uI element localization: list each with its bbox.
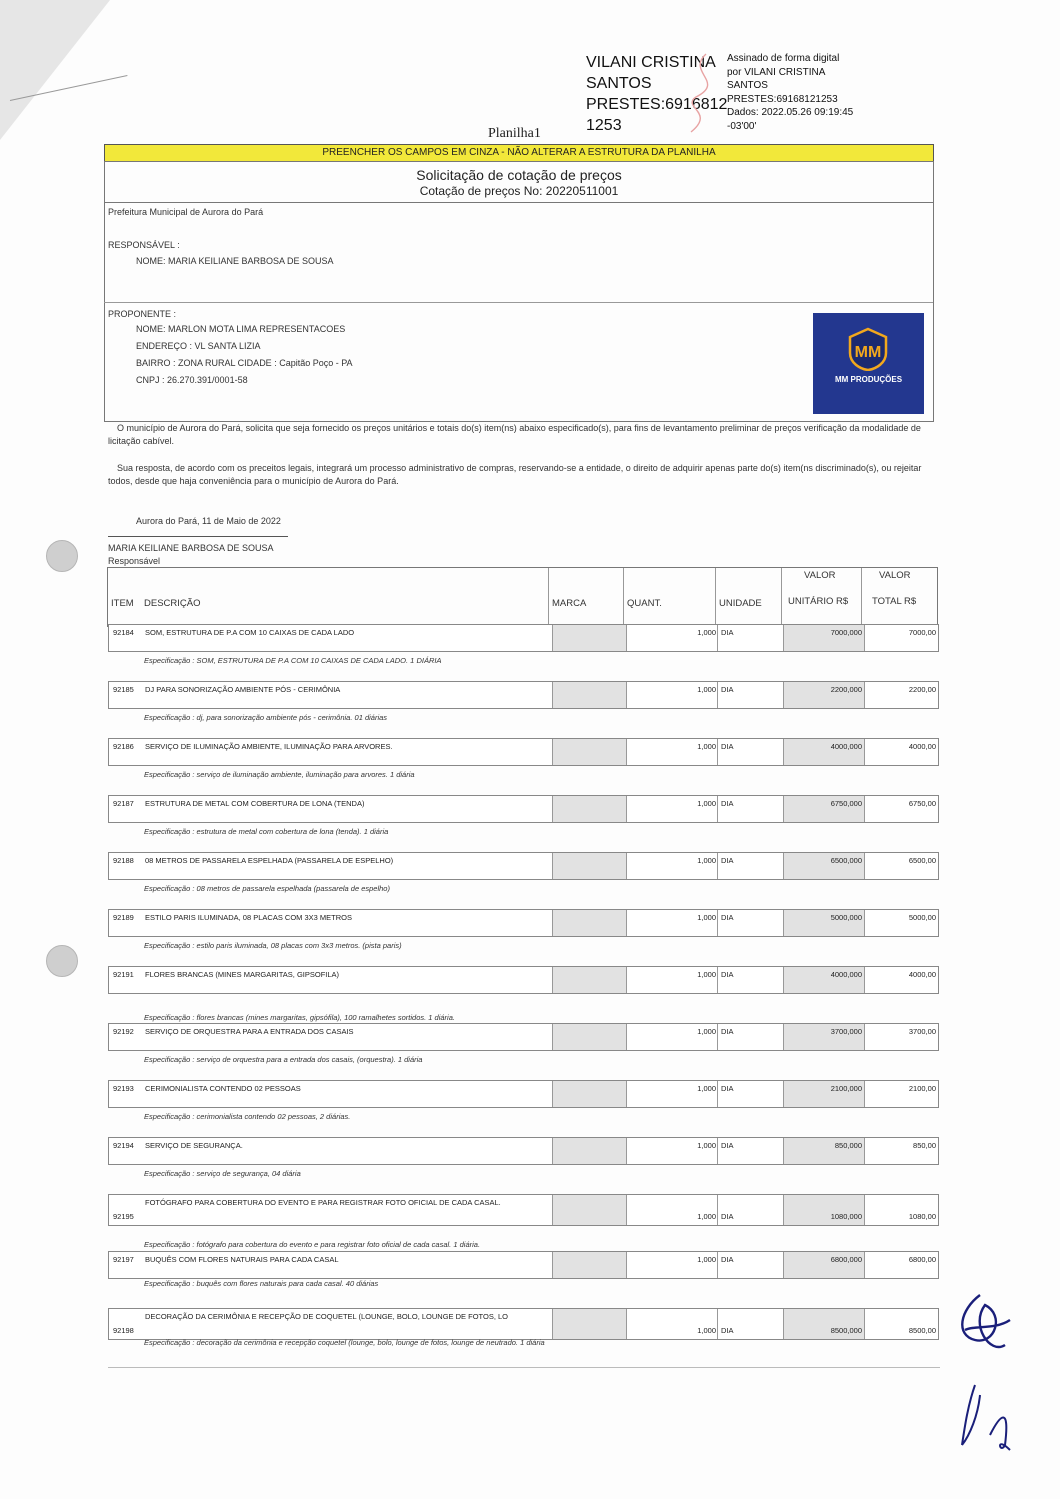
item-id: 92197 <box>113 1255 134 1264</box>
item-specification: Especificação : SOM, ESTRUTURA DE P.A COM 10 CAIXAS DE CADA LADO. 1 DIÁRIA <box>144 656 442 665</box>
marca-field[interactable] <box>552 625 627 651</box>
unit-price-field[interactable] <box>783 682 865 708</box>
quote-number: Cotação de preços No: 20220511001 <box>419 184 619 198</box>
item-specification: Especificação : 08 metros de passarela espelhada (passarela de espelho) <box>144 884 390 893</box>
col-unitario: UNITÁRIO R$ <box>788 596 849 607</box>
item-total: 3700,00 <box>908 1027 936 1036</box>
unit-price-field[interactable] <box>783 1024 865 1050</box>
item-quantity: 1,000 <box>697 685 716 694</box>
item-id: 92188 <box>113 856 134 865</box>
marca-field[interactable] <box>552 910 627 936</box>
item-description: 08 METROS DE PASSARELA ESPELHADA (PASSARELA DE ESPELHO) <box>145 856 394 865</box>
responsavel-label: RESPONSÁVEL : <box>108 240 180 250</box>
item-specification: Especificação : estilo paris iluminada, 08 placas com 3x3 metros. (pista paris) <box>144 941 402 950</box>
unit-price-field[interactable] <box>783 625 865 651</box>
table-row <box>108 795 939 823</box>
item-quantity: 1,000 <box>697 1084 716 1093</box>
item-unit: DIA <box>721 742 734 751</box>
divider <box>108 1367 940 1368</box>
table-row <box>108 1251 939 1279</box>
item-total: 2200,00 <box>908 685 936 694</box>
item-total: 1080,00 <box>908 1212 936 1221</box>
terms-paragraph: Sua resposta, de acordo com os preceitos legais, integrará um processo administrativo de compras, reservando-se a entidade, o direito de adquirir apenas parte do(s) item(ns discriminado(s), ou rejeitar todos, desde que haja conveniência para o município de Aurora do Pará. <box>108 463 922 486</box>
item-specification: Especificação : fotógrafo para cobertura do evento e para registrar foto oficial de cada casal. 1 diária. <box>144 1240 481 1249</box>
table-row <box>108 909 939 937</box>
item-unit: DIA <box>721 685 734 694</box>
item-quantity: 1,000 <box>697 742 716 751</box>
instruction-banner: PREENCHER OS CAMPOS EM CINZA - NÃO ALTERAR A ESTRUTURA DA PLANILHA <box>104 144 934 162</box>
item-total: 6500,00 <box>908 856 936 865</box>
punch-hole <box>46 540 78 572</box>
item-id: 92193 <box>113 1084 134 1093</box>
proponente-bairro: BAIRRO : ZONA RURAL CIDADE : Capitão Poço - PA <box>136 358 353 368</box>
unit-price: 8500,000 <box>830 1326 862 1335</box>
item-unit-cell <box>717 1252 784 1278</box>
svg-text:MM: MM <box>854 344 882 361</box>
item-description: BUQUÊS COM FLORES NATURAIS PARA CADA CASAL <box>145 1255 339 1264</box>
item-unit-cell <box>717 1309 784 1339</box>
marca-field[interactable] <box>552 1252 627 1278</box>
item-id: 92187 <box>113 799 134 808</box>
table-row <box>108 852 939 880</box>
marca-field[interactable] <box>552 739 627 765</box>
crest-icon <box>846 327 890 371</box>
item-unit-cell <box>717 796 784 822</box>
item-quantity: 1,000 <box>697 1326 716 1335</box>
proponente-cnpj: CNPJ : 26.270.391/0001-58 <box>136 375 248 385</box>
intro-paragraph: O município de Aurora do Pará, solicita que seja fornecido os preços unitários e totais do(s) item(ns) abaixo especificado(s), para fins de levantamento preliminar de preços verificação da modalidade de licitação cabível. <box>108 423 921 446</box>
marca-field[interactable] <box>552 1309 627 1339</box>
item-unit: DIA <box>721 970 734 979</box>
table-row <box>108 966 939 994</box>
item-specification: Especificação : serviço de segurança, 04 diária <box>144 1169 301 1178</box>
item-total: 850,00 <box>913 1141 936 1150</box>
col-total: TOTAL R$ <box>872 596 917 607</box>
unit-price: 6750,000 <box>830 799 862 808</box>
marca-field[interactable] <box>552 1195 627 1225</box>
col-marca: MARCA <box>552 598 587 609</box>
item-unit: DIA <box>721 1141 734 1150</box>
header-box <box>104 161 934 203</box>
marca-field[interactable] <box>552 1024 627 1050</box>
table-row <box>108 624 939 652</box>
item-total: 2100,00 <box>908 1084 936 1093</box>
marca-field[interactable] <box>552 967 627 993</box>
table-row <box>108 681 939 709</box>
col-valor-total: VALOR <box>879 570 911 581</box>
item-unit: DIA <box>721 856 734 865</box>
item-unit-cell <box>717 853 784 879</box>
table-row <box>108 738 939 766</box>
item-specification: Especificação : decoração da cerimônia e recepção coquetel (lounge, bolo, lounge de fotos, lounge de neutrado. 1 diária <box>144 1338 545 1347</box>
item-unit: DIA <box>721 1326 734 1335</box>
folded-corner <box>0 0 110 140</box>
col-descricao: DESCRIÇÃO <box>144 598 201 609</box>
proponente-endereco: ENDEREÇO : VL SANTA LIZIA <box>136 341 261 351</box>
unit-price: 7000,000 <box>830 628 862 637</box>
item-specification: Especificação : flores brancas (mines margaritas, gipsófila), 100 ramalhetes sortidos. 1 diária. <box>144 1013 455 1022</box>
item-unit-cell <box>717 1138 784 1164</box>
item-quantity: 1,000 <box>697 1141 716 1150</box>
item-quantity: 1,000 <box>697 1027 716 1036</box>
item-quantity: 1,000 <box>697 1255 716 1264</box>
unit-price-field[interactable] <box>783 1309 865 1339</box>
item-description: SERVIÇO DE ORQUESTRA PARA A ENTRADA DOS CASAIS <box>145 1027 354 1036</box>
signature-line <box>108 536 288 537</box>
unit-price: 2100,000 <box>830 1084 862 1093</box>
item-unit-cell <box>717 739 784 765</box>
marca-field[interactable] <box>552 1138 627 1164</box>
marca-field[interactable] <box>552 853 627 879</box>
unit-price: 4000,000 <box>830 970 862 979</box>
handwritten-signature-icon <box>950 1285 1020 1465</box>
unit-price-field[interactable] <box>783 739 865 765</box>
item-description: ESTILO PARIS ILUMINADA, 08 PLACAS COM 3X3 METROS <box>145 913 353 922</box>
item-total: 7000,00 <box>908 628 936 637</box>
item-unit: DIA <box>721 628 734 637</box>
item-id: 92194 <box>113 1141 134 1150</box>
logo-text: MM PRODUÇÕES <box>834 375 903 384</box>
item-unit-cell <box>717 967 784 993</box>
signatory-name: MARIA KEILIANE BARBOSA DE SOUSA <box>108 543 274 553</box>
proponente-nome: NOME: MARLON MOTA LIMA REPRESENTACOES <box>136 324 346 334</box>
proponente-label: PROPONENTE : <box>108 309 177 319</box>
item-specification: Especificação : dj, para sonorização ambiente pós - cerimônia. 01 diárias <box>144 713 388 722</box>
item-id: 92185 <box>113 685 134 694</box>
unit-price-field[interactable] <box>783 1138 865 1164</box>
item-quantity: 1,000 <box>697 799 716 808</box>
item-specification: Especificação : serviço de iluminação ambiente, iluminação para arvores. 1 diária <box>144 770 415 779</box>
item-description: SERVIÇO DE SEGURANÇA. <box>145 1141 243 1150</box>
item-id: 92189 <box>113 913 134 922</box>
divider <box>104 302 933 303</box>
org-name: Prefeitura Municipal de Aurora do Pará <box>108 207 264 217</box>
item-id: 92186 <box>113 742 134 751</box>
item-unit: DIA <box>721 1255 734 1264</box>
item-unit-cell <box>717 682 784 708</box>
item-description: FLORES BRANCAS (MINES MARGARITAS, GIPSOFILA) <box>145 970 340 979</box>
marca-field[interactable] <box>552 682 627 708</box>
unit-price: 6500,000 <box>830 856 862 865</box>
item-specification: Especificação : serviço de orquestra para a entrada dos casais, (orquestra). 1 diária <box>144 1055 423 1064</box>
item-description: DJ PARA SONORIZAÇÃO AMBIENTE PÓS - CERIMÔNIA <box>145 685 341 694</box>
punch-hole <box>46 945 78 977</box>
item-id: 92198 <box>113 1326 134 1335</box>
col-valor-unit: VALOR <box>804 570 836 581</box>
unit-price: 2200,000 <box>830 685 862 694</box>
unit-price-field[interactable] <box>783 1081 865 1107</box>
item-total: 4000,00 <box>908 970 936 979</box>
signature-details: Assinado de forma digital por VILANI CRISTINA SANTOS PRESTES:69168121253 Dados: 2022.05.26 09:19:45 -03'00' <box>727 53 854 132</box>
table-row <box>108 1080 939 1108</box>
item-quantity: 1,000 <box>697 913 716 922</box>
table-row <box>108 1137 939 1165</box>
item-unit: DIA <box>721 913 734 922</box>
unit-price-field[interactable] <box>783 1252 865 1278</box>
col-quant: QUANT. <box>627 598 662 609</box>
item-description: FOTÓGRAFO PARA COBERTURA DO EVENTO E PARA REGISTRAR FOTO OFICIAL DE CADA CASAL. <box>145 1198 501 1207</box>
item-specification: Especificação : buquês com flores naturais para cada casal. 40 diárias <box>144 1279 379 1288</box>
item-unit-cell <box>717 910 784 936</box>
company-logo <box>813 313 924 414</box>
unit-price: 3700,000 <box>830 1027 862 1036</box>
responsavel-nome: NOME: MARIA KEILIANE BARBOSA DE SOUSA <box>136 256 334 266</box>
unit-price: 4000,000 <box>830 742 862 751</box>
item-specification: Especificação : estrutura de metal com cobertura de lona (tenda). 1 diária <box>144 827 389 836</box>
item-total: 6750,00 <box>908 799 936 808</box>
unit-price-field[interactable] <box>783 796 865 822</box>
item-specification: Especificação : cerimonialista contendo 02 pessoas, 2 diárias. <box>144 1112 351 1121</box>
item-unit-cell <box>717 1081 784 1107</box>
item-total: 6800,00 <box>908 1255 936 1264</box>
item-unit: DIA <box>721 1084 734 1093</box>
info-box <box>104 201 934 422</box>
item-description: DECORAÇÃO DA CERIMÔNIA E RECEPÇÃO DE COQUETEL (LOUNGE, BOLO, LOUNGE DE FOTOS, LO <box>145 1312 508 1321</box>
col-item: ITEM <box>111 598 134 609</box>
item-description: ESTRUTURA DE METAL COM COBERTURA DE LONA (TENDA) <box>145 799 365 808</box>
item-quantity: 1,000 <box>697 628 716 637</box>
page-title: Solicitação de cotação de preços <box>416 167 622 183</box>
item-quantity: 1,000 <box>697 970 716 979</box>
item-description: SOM, ESTRUTURA DE P.A COM 10 CAIXAS DE CADA LADO <box>145 628 355 637</box>
col-unidade: UNIDADE <box>719 598 762 609</box>
unit-price-field[interactable] <box>783 853 865 879</box>
item-id: 92192 <box>113 1027 134 1036</box>
marca-field[interactable] <box>552 1081 627 1107</box>
unit-price: 1080,000 <box>830 1212 862 1221</box>
unit-price: 850,000 <box>834 1141 862 1150</box>
item-total: 8500,00 <box>908 1326 936 1335</box>
item-unit-cell <box>717 625 784 651</box>
item-description: CERIMONIALISTA CONTENDO 02 PESSOAS <box>145 1084 301 1093</box>
date-line: Aurora do Pará, 11 de Maio de 2022 <box>136 516 281 526</box>
item-unit: DIA <box>721 1212 734 1221</box>
item-total: 4000,00 <box>908 742 936 751</box>
unit-price-field[interactable] <box>783 967 865 993</box>
item-id: 92191 <box>113 970 134 979</box>
table-header <box>107 567 938 627</box>
unit-price: 5000,000 <box>830 913 862 922</box>
table-row <box>108 1308 939 1340</box>
table-row <box>108 1023 939 1051</box>
item-description: SERVIÇO DE ILUMINAÇÃO AMBIENTE, ILUMINAÇÃO PARA ARVORES. <box>145 742 393 751</box>
signatory-role: Responsável <box>108 556 161 566</box>
item-id: 92195 <box>113 1212 134 1221</box>
unit-price-field[interactable] <box>783 1195 865 1225</box>
item-id: 92184 <box>113 628 134 637</box>
item-quantity: 1,000 <box>697 1212 716 1221</box>
marca-field[interactable] <box>552 796 627 822</box>
unit-price-field[interactable] <box>783 910 865 936</box>
item-unit: DIA <box>721 1027 734 1036</box>
sheet-name: Planilha1 <box>488 126 541 141</box>
item-unit-cell <box>717 1024 784 1050</box>
item-unit-cell <box>717 1195 784 1225</box>
item-quantity: 1,000 <box>697 856 716 865</box>
unit-price: 6800,000 <box>830 1255 862 1264</box>
table-row <box>108 1194 939 1226</box>
item-total: 5000,00 <box>908 913 936 922</box>
item-unit: DIA <box>721 799 734 808</box>
signer-name: VILANI CRISTINA SANTOS PRESTES:6916812 1253 <box>586 54 728 134</box>
